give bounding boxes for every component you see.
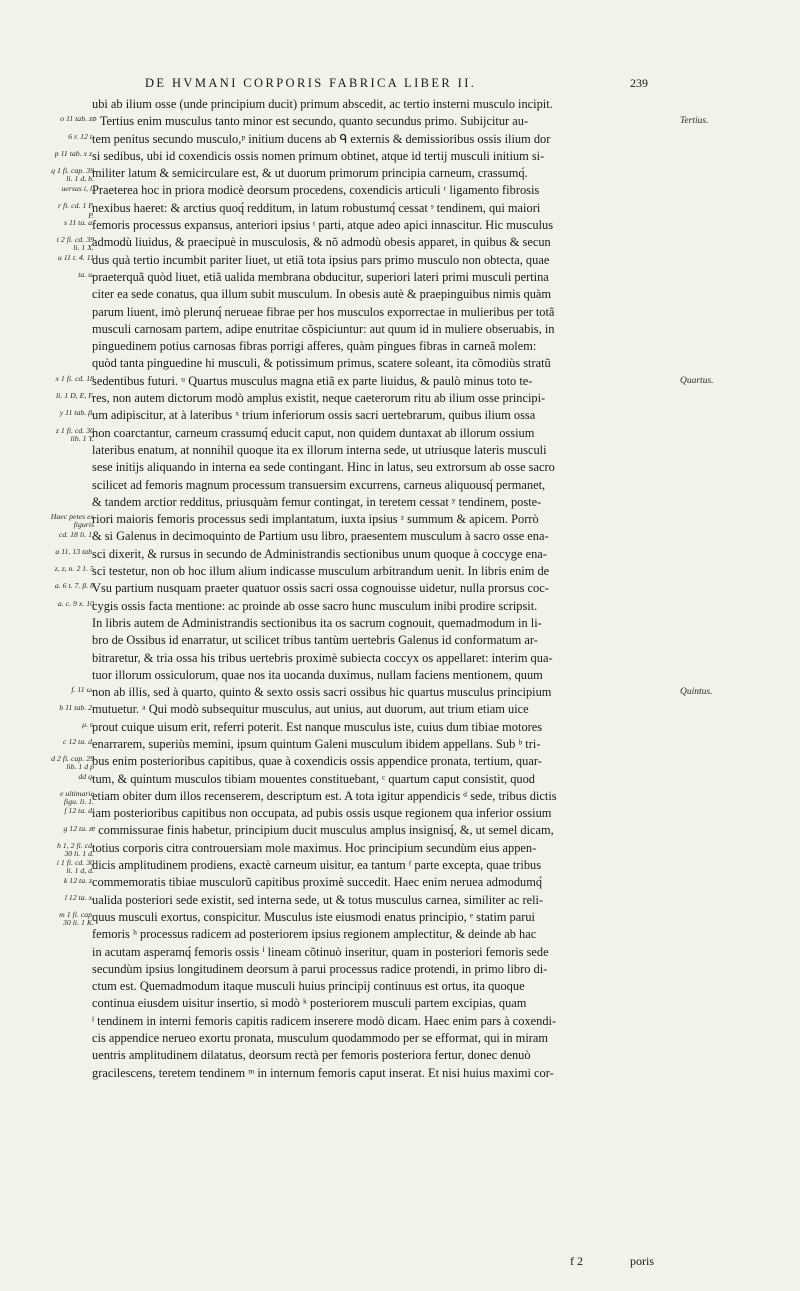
text-line: cis appendice nerueo exortu pronata, musculum quodammodo per se efformat, qui in miram xyxy=(92,1031,549,1046)
text-line: non coarctantur, carneum crassumq́ educit caput, non quidem duntaxat ab illorum ossium xyxy=(92,425,535,440)
text-line: enarrarem, superiùs memini, ipsum quintum Galeni musculum ibidem appellans. Sub ᵇ tri- xyxy=(92,736,541,751)
text-line: nexibus haeret: & arctius quoq́ redditum, in latum robustumq́ cessat ˢ tendinem, qui maiori xyxy=(92,200,541,215)
margin-note: i 1 fi. cd. 30 li. 1 d, d. xyxy=(56,858,94,876)
margin-note: s 11 ta. a. xyxy=(64,218,94,228)
body-text xyxy=(92,96,674,1082)
text-line: etiam obiter dum illos recenserem, descriptum est. A tota igitur appendicis ᵈ sede, tribus dictis xyxy=(92,788,557,803)
margin-note: o 11 tab. z. xyxy=(60,114,94,124)
text-line: secundùm ipsius longitudinem deorsum à parui processus radice protendi, in primo libro di- xyxy=(92,961,548,976)
text-line: citer ea sede conatus, qua illum subit musculum. In obesis autè & praepinguibus nimis quàm xyxy=(92,287,552,302)
text-line: non ab illis, sed à quarto, quinto & sexto ossis sacri ossibus hic quartus musculus principium xyxy=(92,685,552,700)
text-line: bitraretur, & tria ossa his tribus uertebris proximè subiecta coccyx os appellaret: interim qua- xyxy=(92,650,553,665)
text-line: tuor illorum ossiculorum, quae nos ita uocanda duximus, nullam faciens mentionem, quum xyxy=(92,667,543,682)
text-line: Praeterea hoc in priora modicè deorsum procedens, coxendicis articuli ʳ ligamento fibrosis xyxy=(92,183,540,198)
margin-note: a 11, 13 tab. xyxy=(55,546,94,556)
text-line: riori maioris femoris processus sedi implantatum, iuxta ipsius ᶻ summum & apicem. Porrò xyxy=(92,512,539,527)
margin-note: r fi. cd. 1 P, xyxy=(57,200,94,210)
text-line: ualida posteriori sede existit, sed interna sede, ut & totus musculus carnea, similiter ac reli- xyxy=(92,892,544,907)
page-number: 239 xyxy=(630,76,648,90)
margin-note: g 12 ta. z. xyxy=(63,823,94,833)
text-line: scilicet ad femoris magnum processum transuersim excurrens, carneus aliquousq́ permanet, xyxy=(92,477,546,492)
margin-note: a. c. 9 x. 10 xyxy=(57,598,94,608)
text-line: tum, & quintum musculos tibiam mouentes constituebant, ᶜ quartum caput consistit, quod xyxy=(92,771,535,786)
margin-note: e ultimarie figu. li. 1. xyxy=(60,789,94,806)
margin-note: dd q. xyxy=(78,771,94,781)
margin-note: q 1 fi. cap. 39 li. 1 d, b. xyxy=(51,166,94,184)
text-line: parum liuent, imò plerunq́ nerueae fibrae per hos musculos exporrectae in mulieribus per totã xyxy=(92,304,555,319)
text-line: sci dixerit, & rursus in secundo de Administrandis sectionibus unum quoque à coccyge ena- xyxy=(92,546,547,561)
text-line: praeterquã quòd liuet, etiã ualida membrana obducitur, superiori lateri primi musculi pertina xyxy=(92,269,549,284)
text-line: femoris processus expansus, anteriori ipsius ᵗ parti, atque adeo apici innascitur. Hic musculus xyxy=(92,218,554,233)
margin-note: z 1 fi. cd. 30 lib. 1 Y. xyxy=(55,425,94,443)
margin-note: uersus i, l. xyxy=(61,183,94,193)
margin-note: l 12 ta. x. xyxy=(64,892,94,902)
text-line: iam posterioribus capitibus non occupata, ad pubis ossis usque regionem qua inferior ossium xyxy=(92,806,552,821)
page-header xyxy=(0,76,800,96)
text-line: si sedibus, ubi id coxendicis ossis nomen primum obtinet, atque id tertij musculi initium si- xyxy=(92,148,545,163)
margin-note: f 12 ta. d. xyxy=(64,806,94,816)
text-line: totius corporis citra controuersiam mole maximus. Hoc principium secundùm eius appen- xyxy=(92,840,537,855)
margin-note: p 11 tab. x z. xyxy=(54,148,94,158)
signature-mark: f 2 xyxy=(570,1254,583,1268)
text-line: tem penitus secundo musculo,ᵖ initium ducens ab ᑫ externis & demissioribus ossis ilium dor xyxy=(92,131,551,146)
text-line: gracilescens, teretem tendinem ᵐ in internum femoris caput inserat. Et nisi huius maximi cor- xyxy=(92,1065,554,1080)
text-line: Vsu partium nusquam praeter quatuor ossis sacri ossa cognouisse uidetur, nulla prorsus coc- xyxy=(92,581,549,596)
text-line: continua eiusdem uisitur insertio, si modò ᵏ posteriorem musculi partem excipias, quam xyxy=(92,996,527,1011)
text-line: & tandem arctior redditus, priusquàm femur contingat, in teretem cessat ʸ tendinem, poste- xyxy=(92,494,542,509)
text-line: uentris amplitudinem dilatatus, deorsum rectà per femoris posteriora fertur, donec denuò xyxy=(92,1048,531,1063)
text-line: bro de Ossibus id enarratur, ut scilicet tribus tantùm uertebris Galenus id conformatum ar- xyxy=(92,633,538,648)
text-line: sese initijs aliquando in interna ea sede contingant. Hinc in latus, seu extrorsum ab osse sacro xyxy=(92,460,555,475)
side-heading: Quartus. xyxy=(680,375,714,386)
side-heading: Quintus. xyxy=(680,687,713,698)
text-line: cygis ossis facta mentione: ac proinde ab osse sacro hunc musculum inibi prodire scripsit. xyxy=(92,598,538,613)
text-line: ˡ tendinem in interni femoris capitis radicem inserere modò dicam. Haec enim pars à coxendi- xyxy=(92,1013,557,1028)
margin-note: f. 11 ω. xyxy=(71,685,94,695)
margin-note: μ. r. xyxy=(82,719,94,729)
margin-note: a. 6 t. 7. β. 8 xyxy=(54,581,94,591)
margin-note: u 11 t. 4. 11 xyxy=(57,252,94,262)
text-line: lateribus enatum, at nonnihil quoque ita ex illorum interna sede, ut utriusque lateris musculi xyxy=(92,442,547,457)
text-line: pinguedinem potius carnosas fibras porrigi afferes, quàm pingues fibras in carneã molem: xyxy=(92,339,537,354)
margin-note: x 1 fi. cd. 18 xyxy=(55,373,94,383)
margin-note: z, z, n. 2 1. 5 xyxy=(54,564,94,574)
text-line: admodù liuidus, & praecipuè in musculosis, & nõ admodù obesis apparet, in quibus & secun xyxy=(92,235,551,250)
margin-note: P. xyxy=(88,211,94,221)
text-line: res, non autem dictorum modò amplus existit, neque caeterorum ritu ab ilium osse principi- xyxy=(92,391,546,406)
text-line: sci testetur, non ob hoc illum alium indicasse musculum arbitrandum uenit. In libris enim de xyxy=(92,564,550,579)
text-line: bus enim posterioribus capitibus, quae à coxendicis ossis appendice pronata, tertium, quar- xyxy=(92,754,542,769)
margin-note: y 11 tab. β. xyxy=(59,408,94,418)
text-line: ctum est. Quemadmodum itaque musculi huius principij continuus est ortus, ita quoque xyxy=(92,979,525,994)
text-line: sedentibus futuri. ᵘ Quartus musculus magna etiã ex parte liuidus, & paulò minus toto te- xyxy=(92,373,533,388)
margin-note: t 2 fi. cd. 39 li. 1 X. xyxy=(56,235,94,253)
margin-note: cd. 18 li. 1. xyxy=(58,529,94,539)
text-line: In libris autem de Administrandis sectionibus ita os sacrum cognouit, quemadmodum in li- xyxy=(92,615,542,630)
text-line: ubi ab ilium osse (unde principium ducit) primum abscedit, ac tertio insterni musculo incipit. xyxy=(92,97,553,111)
text-line: in acutam asperamq́ femoris ossis ⁱ lineam cõtinuò inseritur, quam in posteriori femoris sede xyxy=(92,944,549,959)
page-footer xyxy=(0,1254,800,1270)
text-line: ° Tertius enim musculus tanto minor est secundo, quanto secundus primo. Subijcitur au- xyxy=(92,114,529,129)
text-line: dicis amplitudinem prodiens, exactè carneum uisitur, ea tantum ᶠ parte excepta, quae tribus xyxy=(92,858,542,873)
text-line: musculi carnosam partem, adipe enutritae cõspiciuntur: aut quum id in muliere obseruabis, in xyxy=(92,321,555,336)
running-title: DE HVMANI CORPORIS FABRICA LIBER II. xyxy=(145,76,477,90)
catchword: poris xyxy=(630,1254,654,1268)
text-line: quòd tanta pinguedine hi musculi, & potissimum primus, scatere soleant, ita cõmodiùs stratũ xyxy=(92,356,551,371)
text-line: commemoratis tibiae musculorũ capitibus proximè succedit. Haec enim neruea admodumq́ xyxy=(92,875,543,890)
margin-note: c 12 ta. d. xyxy=(63,737,94,747)
text-line: femoris ʰ processus radicem ad posteriorem ipsius regionem amplectitur, & deinde ab hac xyxy=(92,927,537,942)
text-line: prout cuique uisum erit, referri poterit. Est nanque musculus iste, cuius dum tibiae motores xyxy=(92,719,543,734)
text-line: dus quà tertio incumbit pariter liuet, ut etiã tota ipsius pars primo musculo non obtecta, quae xyxy=(92,252,550,267)
text-line: mutuetur. ᵃ Qui modò subsequitur musculus, aut unius, aut duorum, aut trium etiam uice xyxy=(92,702,529,717)
margin-note: h 1, 2 fi. cd. 30 li. 1 d. xyxy=(56,840,94,858)
margin-note: 6 r. 12 t. xyxy=(68,131,94,141)
margin-note: li. 1 D, E, F. xyxy=(56,391,94,401)
margin-note: m 1 fi. cap. 30 li. 1 K. xyxy=(59,910,94,928)
margin-note: d 2 fi. cap. 29 lib. 1 d p xyxy=(51,754,94,772)
text-line: ᵉ commissurae finis habetur, principium ducit musculus amplus insignisq́, &, ut semel dicam, xyxy=(92,823,554,838)
margin-note: Haec petes ex figuris xyxy=(50,512,94,530)
text-line: militer latum & semicirculare est, & ut duorum primorum principia carneum, crassumq́. xyxy=(92,166,528,181)
text-line: quus musculi exortus, conspicitur. Musculus iste eiusmodi enatus principio, ᵉ statim parui xyxy=(92,909,535,924)
side-heading: Tertius. xyxy=(680,116,709,127)
margin-note: ta. u. xyxy=(78,270,94,279)
text-line: um adipiscitur, at à lateribus ˣ trium inferiorum ossis sacri uertebrarum, quibus ilium ossa xyxy=(92,408,536,423)
text-line: & si Galenus in decimoquinto de Partium usu libro, praesentem musculum à sacro osse ena- xyxy=(92,529,549,544)
margin-note: k 12 ta. z. xyxy=(63,875,94,885)
margin-note: b 11 tab. 2. xyxy=(59,702,94,712)
